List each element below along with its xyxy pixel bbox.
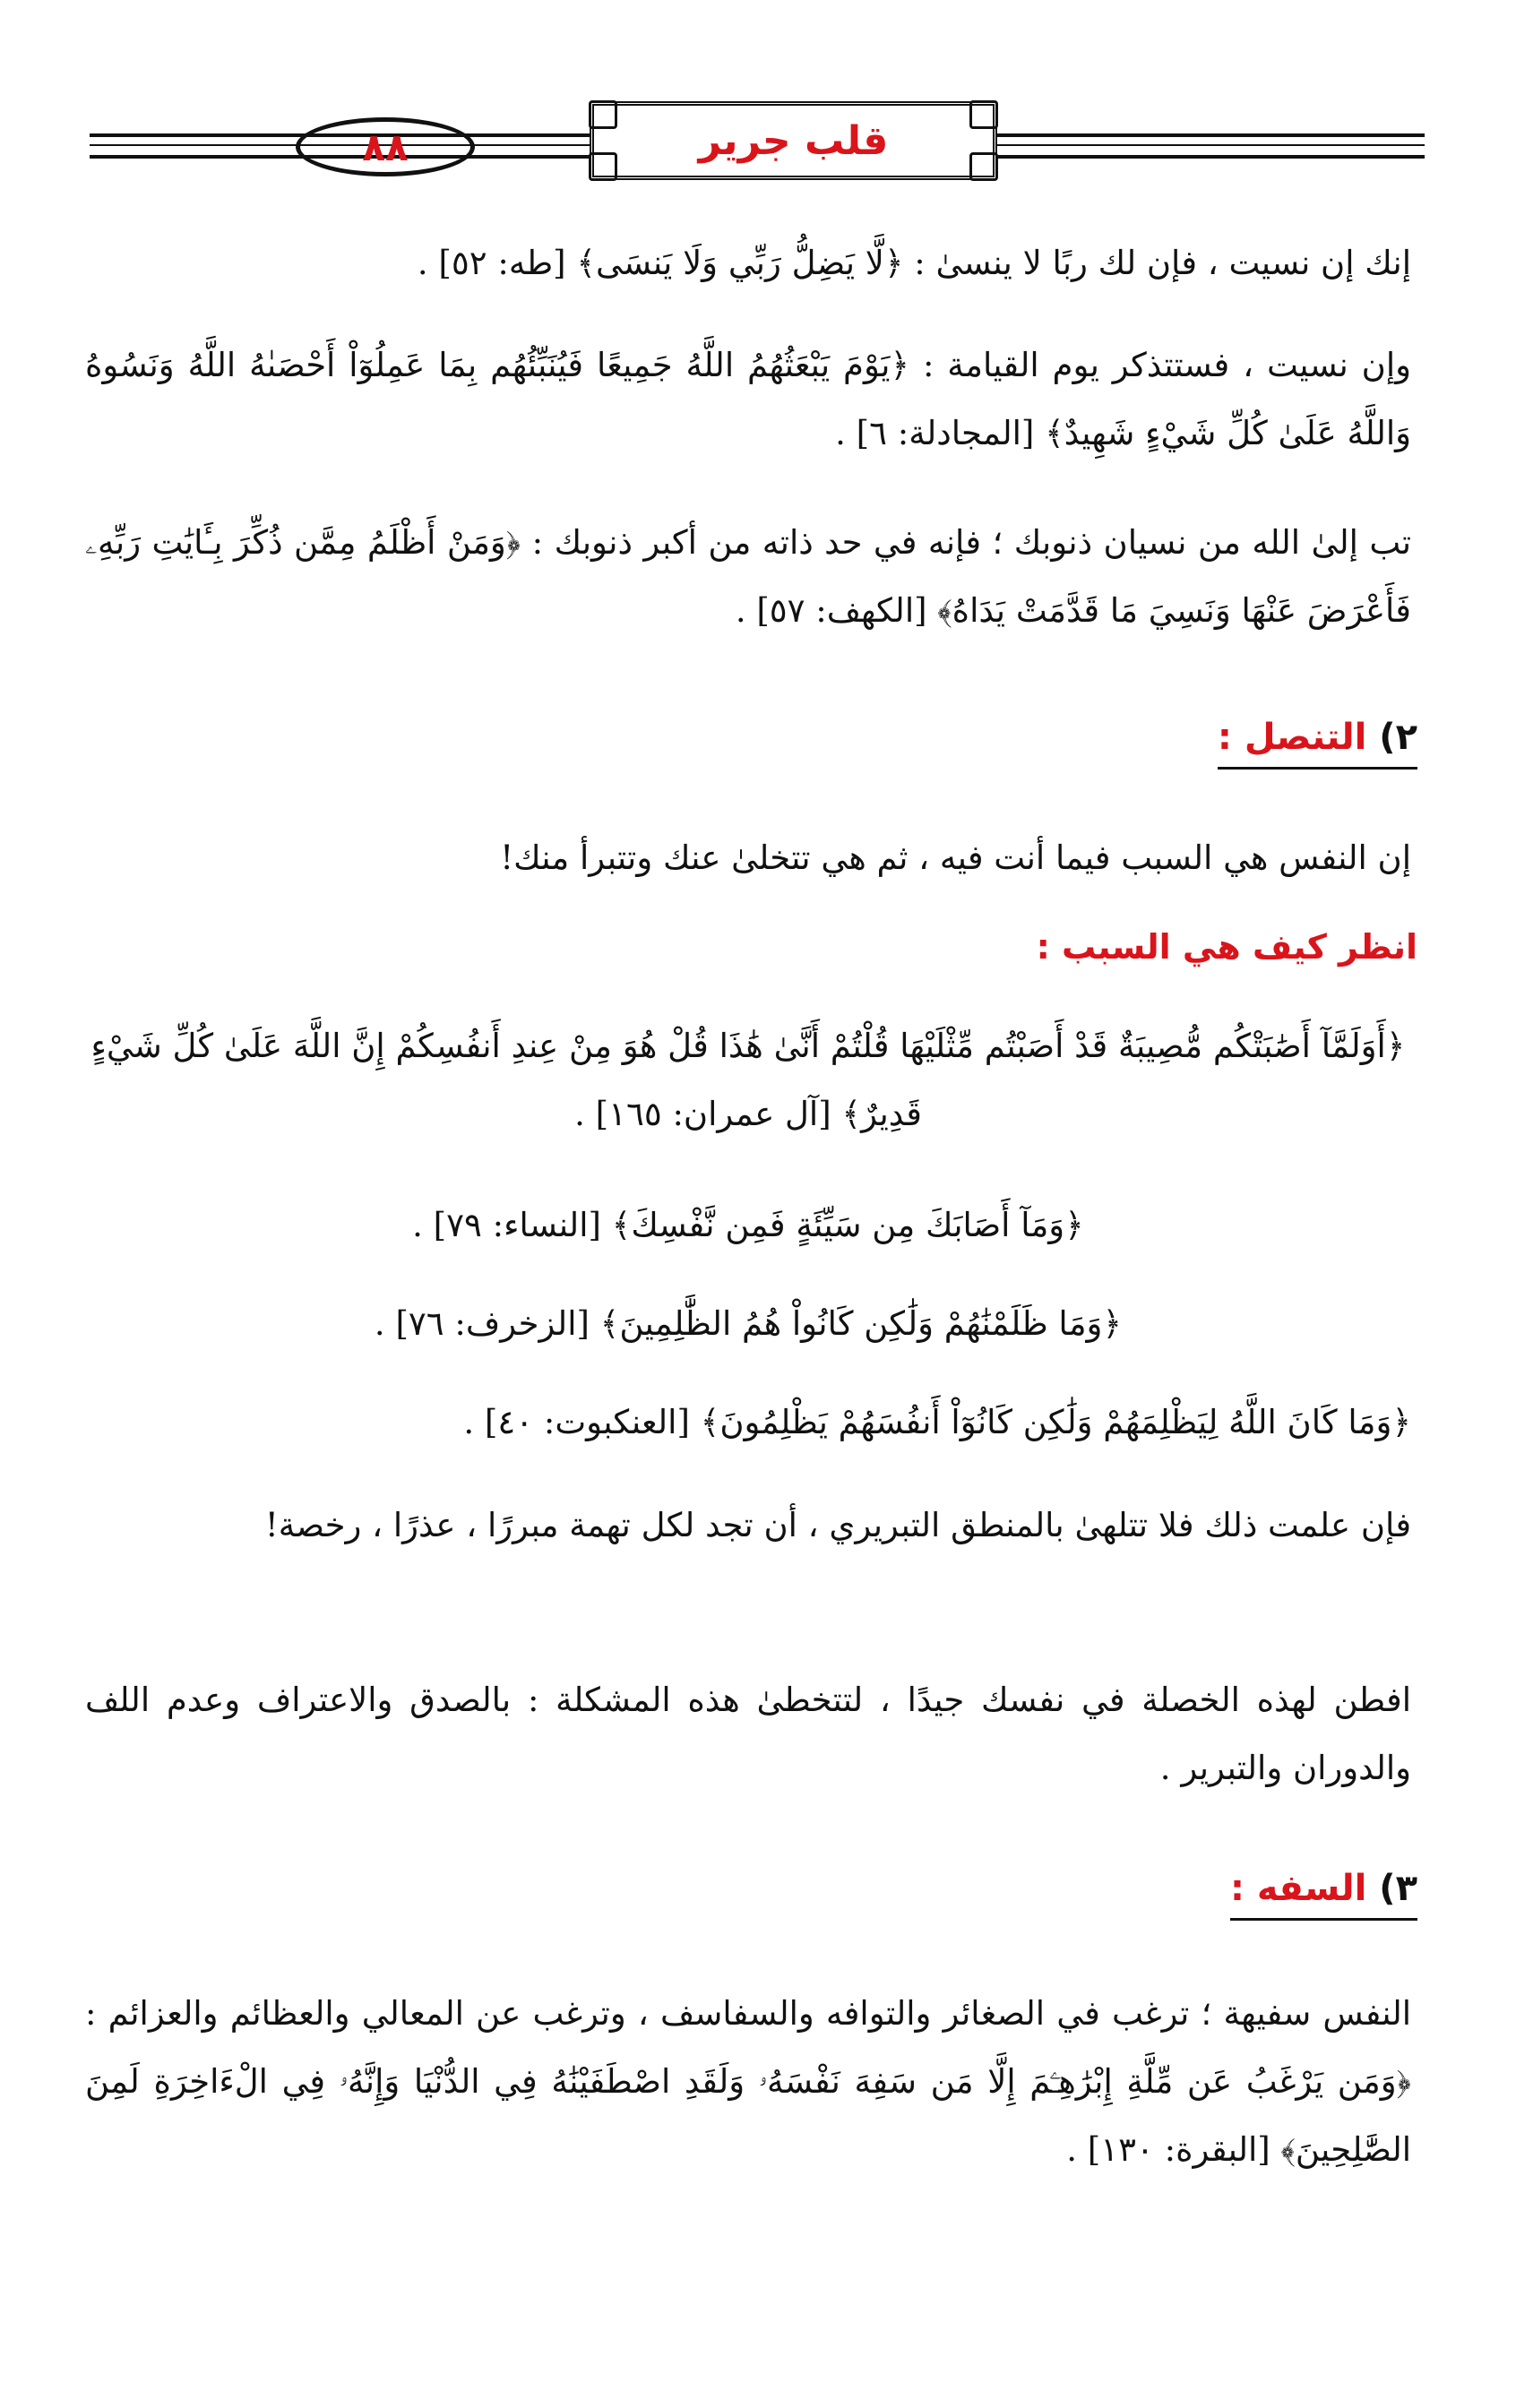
ornament-corner	[589, 100, 617, 129]
paragraph: النفس سفيهة ؛ ترغب في الصغائر والتوافه والسفاسف ، وترغب عن المعالي والعظائم والعزائم : ﴿وَمَن يَرْغَبُ عَن مِّلَّةِ إِبْرَٰهِـۧمَ إِلَّا مَن سَفِهَ نَفْسَهُۥ وَلَقَدِ اصْطَفَيْنَٰهُ فِي الدُّنْيَا وَإِنَّهُۥ فِي الْءَاخِرَةِ لَمِنَ الصَّٰلِحِينَ﴾ [البقرة: ١٣٠] .	[85, 1994, 1411, 2169]
book-title-box	[590, 101, 997, 180]
quran-verse: ﴿وَمَا كَانَ اللَّهُ لِيَظْلِمَهُمْ وَلَٰكِن كَانُوٓاْ أَنفُسَهُمْ يَظْلِمُونَ﴾ [العنكبوت: ٤٠] .	[463, 1403, 1411, 1441]
paragraph: إنك إن نسيت ، فإن لك ربًا لا ينسىٰ : ﴿لَّا يَضِلُّ رَبِّي وَلَا يَنسَى﴾ [طه: ٥٢] .	[417, 244, 1411, 282]
section-number: ٢)	[1379, 717, 1417, 758]
paragraph: افطن لهذه الخصلة في نفسك جيدًا ، لتتخطىٰ هذه المشكلة : بالصدق والاعتراف وعدم اللف والدوران والتبرير .	[85, 1681, 1411, 1787]
subheading: انظر كيف هي السبب :	[1036, 927, 1417, 967]
book-title: قلب جرير	[698, 117, 889, 164]
section-title: السفه :	[1229, 1868, 1367, 1909]
section-heading	[1218, 717, 1417, 770]
paragraph: تب إلىٰ الله من نسيان ذنوبك ؛ فإنه في حد ذاته من أكبر ذنوبك : ﴿وَمَنْ أَظْلَمُ مِمَّن ذُكِّرَ بِـَٔايَٰتِ رَبِّهِۦ فَأَعْرَضَ عَنْهَا وَنَسِيَ مَا قَدَّمَتْ يَدَاهُ﴾ [الكهف: ٥٧] .	[85, 523, 1411, 630]
page-header	[90, 85, 1425, 219]
quran-verse: ﴿وَمَا ظَلَمْنَٰهُمْ وَلَٰكِن كَانُواْ هُمُ الظَّٰلِمِينَ﴾ [الزخرف: ٧٦] .	[374, 1304, 1123, 1343]
section-number: ٣)	[1379, 1868, 1417, 1909]
quran-verse: ﴿أَوَلَمَّآ أَصَٰبَتْكُم مُّصِيبَةٌ قَدْ أَصَبْتُم مِّثْلَيْهَا قُلْتُمْ أَنَّىٰ هَٰذَا قُلْ هُوَ مِنْ عِندِ أَنفُسِكُمْ إِنَّ اللَّهَ عَلَىٰ كُلِّ شَيْءٍ قَدِيرٌ﴾ [آل عمران: ١٦٥] .	[90, 1027, 1406, 1133]
paragraph: وإن نسيت ، فستتذكر يوم القيامة : ﴿يَوْمَ يَبْعَثُهُمُ اللَّهُ جَمِيعًا فَيُنَبِّئُهُم بِمَا عَمِلُوٓاْ أَحْصَىٰهُ اللَّهُ وَنَسُوهُ وَاللَّهُ عَلَىٰ كُلِّ شَيْءٍ شَهِيدٌ﴾ [المجادلة: ٦] .	[85, 346, 1411, 452]
ornament-corner	[969, 100, 998, 129]
section-title: التنصل :	[1217, 717, 1367, 758]
paragraph: فإن علمت ذلك فلا تتلهىٰ بالمنطق التبريري ، أن تجد لكل تهمة مبررًا ، عذرًا ، رخصة!	[264, 1506, 1411, 1544]
section-heading	[1230, 1868, 1417, 1921]
quran-verse: ﴿وَمَآ أَصَابَكَ مِن سَيِّئَةٍ فَمِن نَّفْسِكَ﴾ [النساء: ٧٩] .	[412, 1206, 1084, 1244]
page-number: ٨٨	[296, 117, 475, 176]
ornament-corner	[969, 152, 998, 181]
ornament-corner	[589, 152, 617, 181]
paragraph: إن النفس هي السبب فيما أنت فيه ، ثم هي تتخلىٰ عنك وتتبرأ منك!	[500, 838, 1411, 877]
